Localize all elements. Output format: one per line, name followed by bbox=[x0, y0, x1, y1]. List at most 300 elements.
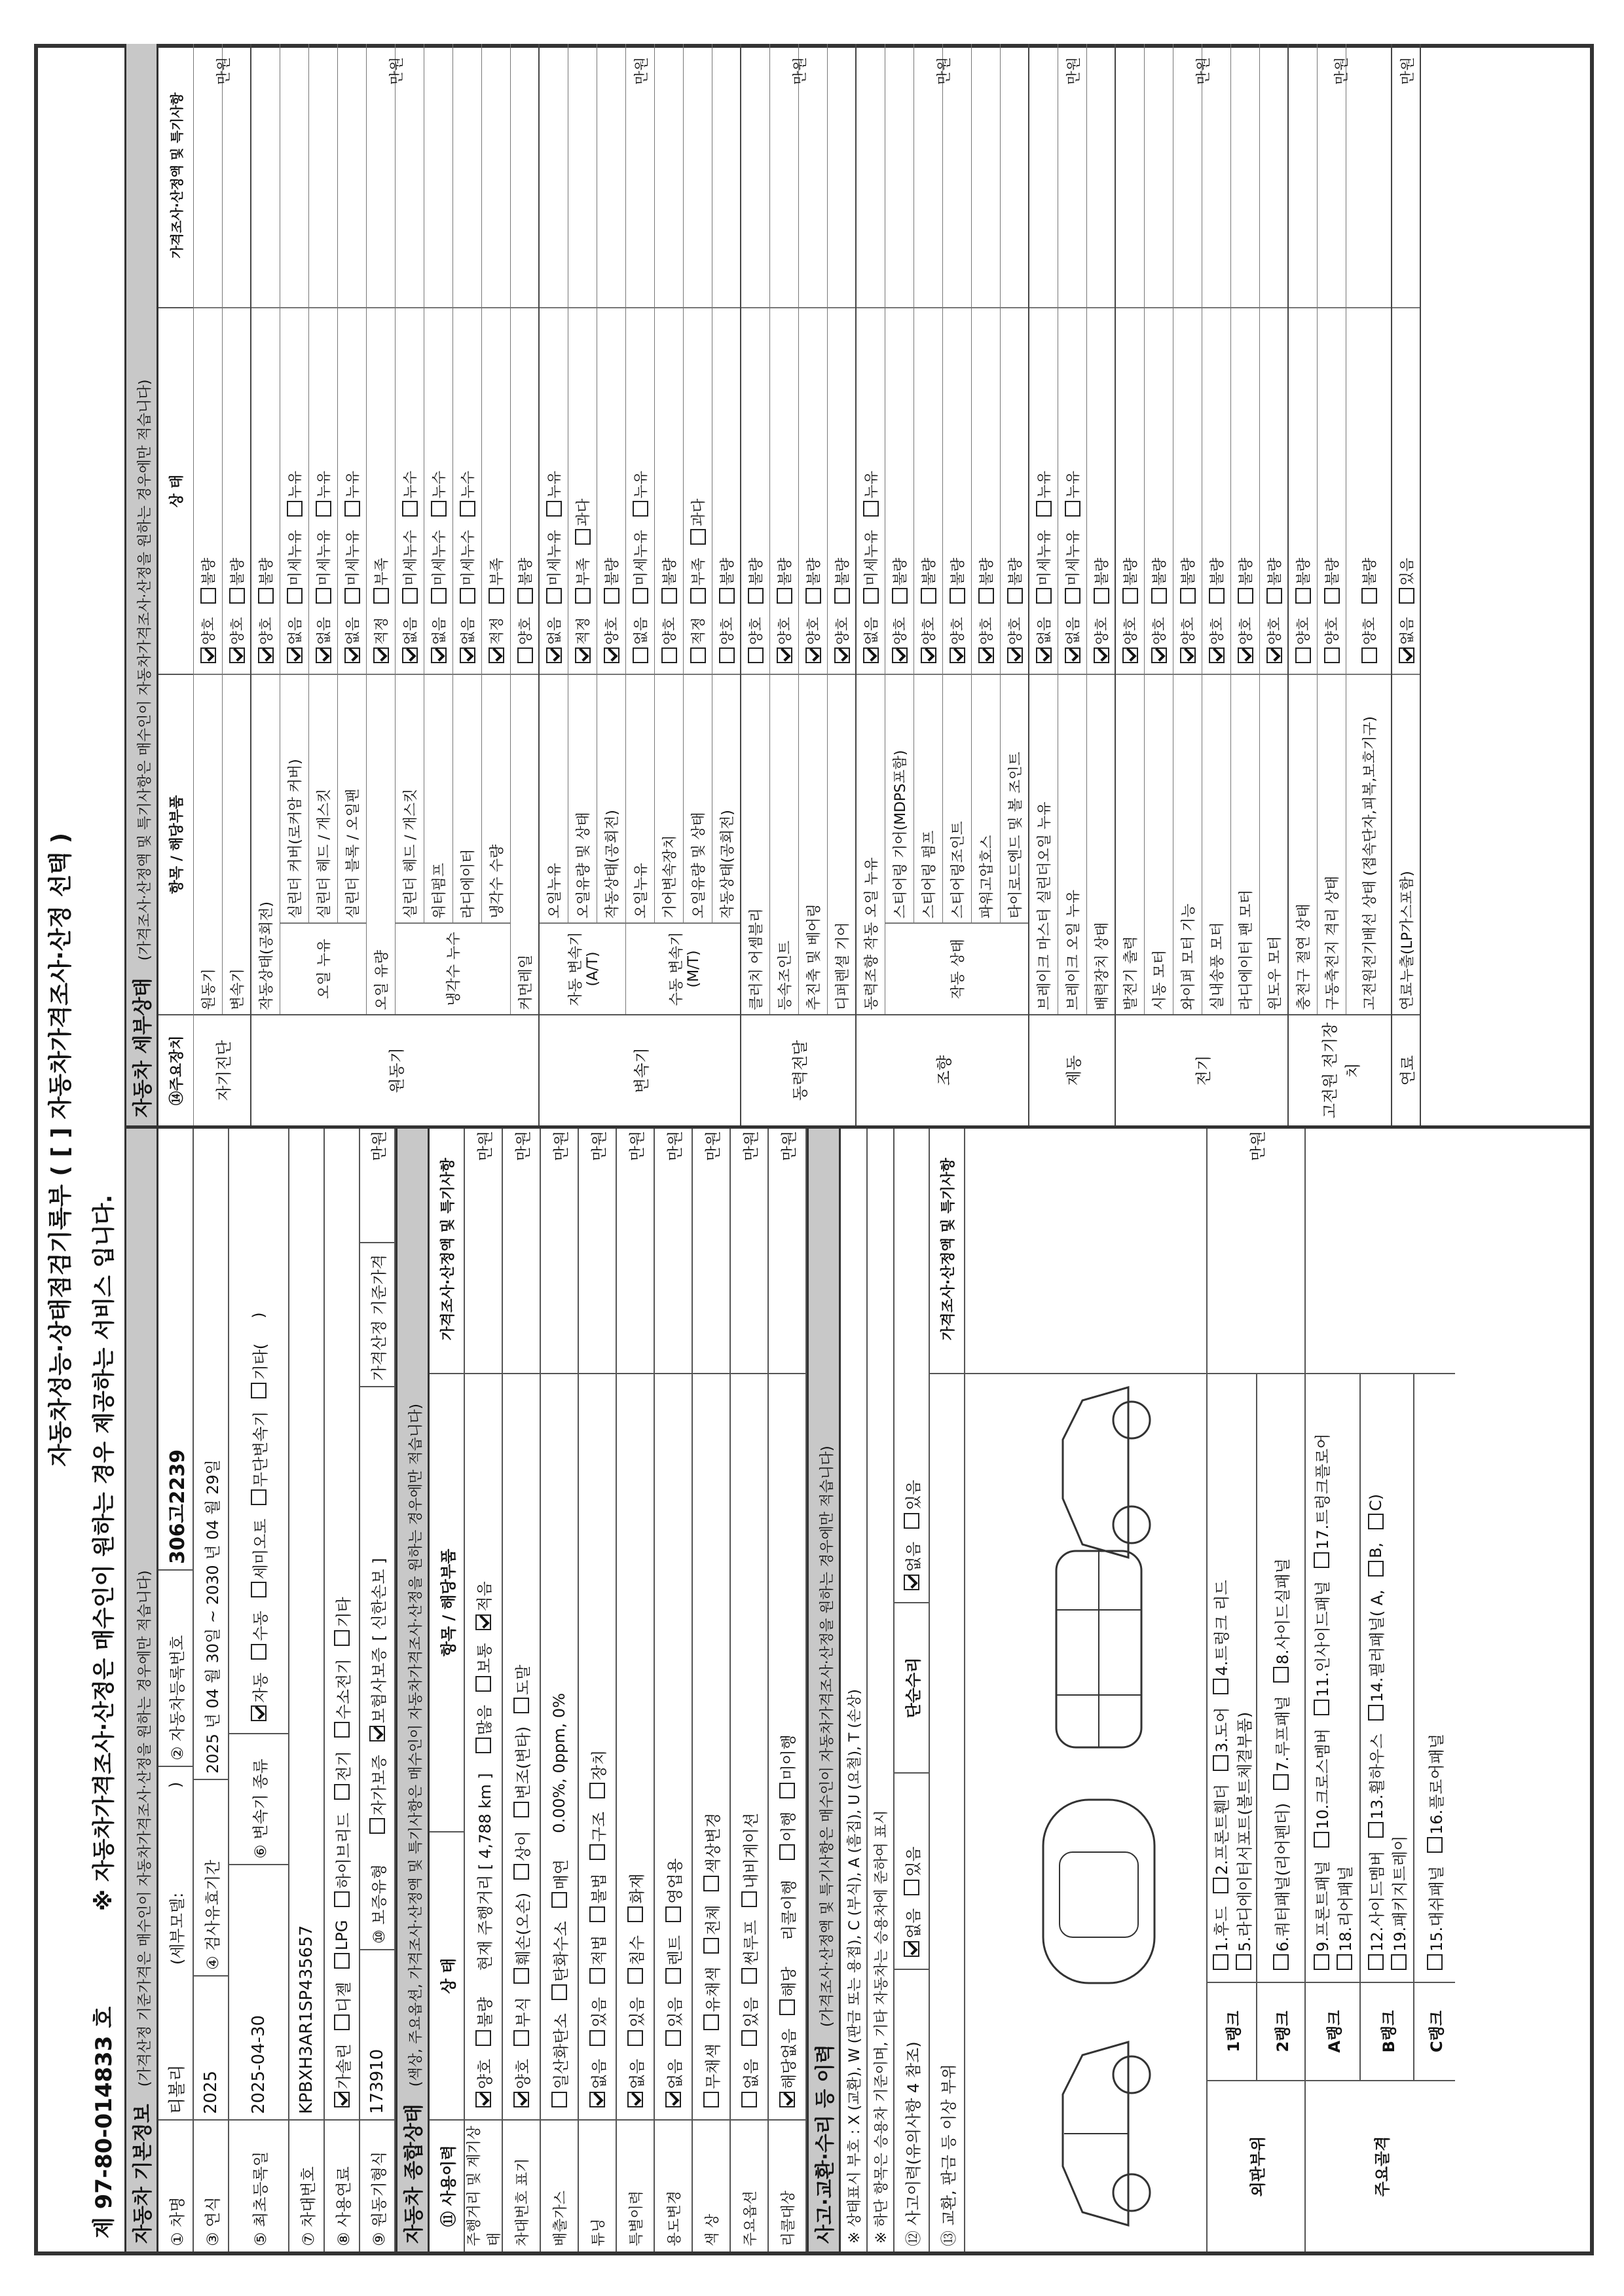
detail-8-0-0-checkbox[interactable] bbox=[1399, 647, 1414, 663]
overall-6-0-checkbox[interactable] bbox=[703, 2092, 719, 2107]
trans-checkbox-cvt[interactable] bbox=[251, 1490, 267, 1506]
fuel-option-hybrid[interactable]: 하이브리드 bbox=[331, 1813, 354, 1914]
detail-4-3-0-option[interactable] bbox=[947, 617, 967, 670]
overall-2-1-option[interactable] bbox=[548, 1921, 571, 2007]
overall-3-1-checkbox[interactable] bbox=[589, 2030, 605, 2046]
detail-3-0-1-checkbox[interactable] bbox=[748, 588, 764, 604]
detail-1-4-1-checkbox[interactable] bbox=[373, 588, 389, 604]
overall-3-1-option[interactable] bbox=[586, 1997, 609, 2052]
fuel-checkbox-hydrogen[interactable] bbox=[334, 1722, 350, 1738]
detail-4-5-0-option[interactable] bbox=[1005, 617, 1025, 670]
detail-5-1-2-checkbox[interactable] bbox=[1065, 501, 1080, 517]
overall-6-2-option[interactable] bbox=[700, 1905, 723, 1960]
trans-checkbox-manual[interactable] bbox=[251, 1644, 267, 1660]
detail-1-1-1-option[interactable] bbox=[284, 530, 304, 610]
rankA-2-checkbox[interactable] bbox=[1314, 1700, 1329, 1715]
detail-3-3-1-option[interactable] bbox=[832, 558, 852, 611]
detail-7-1-0-option[interactable] bbox=[1321, 617, 1342, 670]
detail-1-3-0-checkbox[interactable] bbox=[344, 647, 360, 663]
rankB-5-option[interactable] bbox=[1387, 1836, 1410, 1977]
detail-5-2-0-checkbox[interactable] bbox=[1094, 647, 1109, 663]
trans-option-semiauto[interactable]: 세미오토 bbox=[248, 1519, 270, 1605]
detail-6-3-1-option[interactable] bbox=[1206, 558, 1227, 611]
overall-5-3-checkbox[interactable] bbox=[665, 1906, 681, 1922]
detail-2-5-0-option[interactable] bbox=[688, 617, 708, 670]
detail-0-0-0-option[interactable] bbox=[198, 617, 218, 670]
detail-1-0-1-option[interactable] bbox=[255, 558, 276, 611]
detail-4-1-0-option[interactable] bbox=[889, 617, 910, 670]
overall-0-1-option[interactable] bbox=[472, 1997, 495, 2052]
trans-checkbox-auto[interactable] bbox=[251, 1705, 267, 1721]
rank1-4-checkbox[interactable] bbox=[1236, 1954, 1251, 1970]
detail-1-0-0-option[interactable] bbox=[255, 617, 276, 670]
detail-6-4-1-option[interactable] bbox=[1235, 558, 1255, 611]
detail-2-6-1-checkbox[interactable] bbox=[719, 588, 735, 604]
detail-4-2-0-checkbox[interactable] bbox=[921, 647, 936, 663]
fuel-checkbox-electric[interactable] bbox=[334, 1784, 350, 1800]
detail-1-9-1-option[interactable] bbox=[515, 558, 535, 611]
detail-1-2-1-option[interactable] bbox=[313, 530, 333, 610]
accident-option-no[interactable]: 없음 bbox=[900, 1908, 923, 1963]
detail-1-8-1-option[interactable] bbox=[486, 558, 506, 611]
trans-option-manual[interactable]: 수동 bbox=[248, 1611, 270, 1666]
warranty-option-self[interactable]: 자가보증 bbox=[366, 1755, 389, 1840]
rank1-0-option[interactable] bbox=[1209, 1906, 1232, 1977]
detail-6-1-1-checkbox[interactable] bbox=[1151, 588, 1167, 604]
detail-5-2-1-option[interactable] bbox=[1091, 558, 1111, 611]
overall-4-3-checkbox[interactable] bbox=[627, 1906, 643, 1922]
overall-5-1-option[interactable] bbox=[662, 1997, 685, 2052]
detail-6-3-0-option[interactable] bbox=[1206, 617, 1227, 670]
overall-6-0-option[interactable] bbox=[700, 2043, 723, 2114]
detail-3-1-1-checkbox[interactable] bbox=[777, 588, 792, 604]
overall-4-3-option[interactable] bbox=[624, 1874, 647, 1929]
detail-3-3-1-checkbox[interactable] bbox=[834, 588, 850, 604]
detail-6-3-1-checkbox[interactable] bbox=[1209, 588, 1225, 604]
rankA-1-option[interactable] bbox=[1310, 1728, 1333, 1854]
overall-3-0-option[interactable] bbox=[586, 2059, 609, 2114]
overall-3-3-checkbox[interactable] bbox=[589, 1906, 605, 1922]
overall-4-2-checkbox[interactable] bbox=[627, 1968, 643, 1984]
detail-1-9-0-option[interactable] bbox=[515, 617, 535, 670]
rank2-2-option[interactable] bbox=[1270, 1558, 1293, 1689]
rank2-1-option[interactable] bbox=[1270, 1696, 1293, 1796]
rank2-0-option[interactable] bbox=[1270, 1803, 1293, 1977]
detail-3-0-1-option[interactable] bbox=[745, 558, 766, 611]
detail-2-4-0-checkbox[interactable] bbox=[661, 647, 677, 663]
rankB-5-checkbox[interactable] bbox=[1391, 1954, 1407, 1970]
detail-1-2-0-option[interactable] bbox=[313, 617, 333, 670]
overall-7-2-checkbox[interactable] bbox=[741, 1968, 757, 1984]
detail-1-6-0-checkbox[interactable] bbox=[431, 647, 447, 663]
overall-1-1-option[interactable] bbox=[510, 1997, 533, 2052]
detail-2-5-2-checkbox[interactable] bbox=[690, 529, 706, 545]
detail-2-3-2-checkbox[interactable] bbox=[633, 501, 648, 517]
detail-7-0-0-option[interactable] bbox=[1293, 617, 1313, 670]
detail-1-4-1-option[interactable] bbox=[371, 558, 391, 611]
rankB-1-checkbox[interactable] bbox=[1368, 1822, 1384, 1838]
detail-4-2-1-checkbox[interactable] bbox=[921, 588, 936, 604]
fuel-checkbox-hybrid[interactable] bbox=[334, 1891, 350, 1907]
detail-7-0-1-checkbox[interactable] bbox=[1295, 588, 1311, 604]
rankB-3-option[interactable] bbox=[1367, 1542, 1385, 1583]
detail-6-5-0-checkbox[interactable] bbox=[1266, 647, 1282, 663]
simple-option-yes[interactable]: 있음 bbox=[900, 1480, 923, 1535]
detail-4-5-1-checkbox[interactable] bbox=[1007, 588, 1023, 604]
accident-checkbox-yes[interactable] bbox=[904, 1880, 919, 1895]
trans-option-cvt[interactable]: 무단변속기 bbox=[248, 1412, 270, 1512]
detail-4-4-1-checkbox[interactable] bbox=[978, 588, 994, 604]
detail-4-4-1-option[interactable] bbox=[976, 558, 996, 611]
overall-7-1-checkbox[interactable] bbox=[741, 2030, 757, 2046]
overall-6-3-option[interactable] bbox=[700, 1813, 723, 1899]
overall-0-1-checkbox[interactable] bbox=[475, 2030, 491, 2046]
warranty-checkbox-self[interactable] bbox=[369, 1818, 385, 1834]
rankB-4-option[interactable] bbox=[1367, 1494, 1385, 1536]
overall-4-1-option[interactable] bbox=[624, 1997, 647, 2052]
overall-4-0-option[interactable] bbox=[624, 2059, 647, 2114]
rank2-1-checkbox[interactable] bbox=[1273, 1774, 1289, 1790]
detail-1-8-0-option[interactable] bbox=[486, 617, 506, 670]
detail-5-1-1-checkbox[interactable] bbox=[1065, 588, 1080, 604]
detail-0-0-1-checkbox[interactable] bbox=[200, 588, 216, 604]
fuel-checkbox-gasoline[interactable] bbox=[334, 2092, 350, 2107]
detail-3-0-0-checkbox[interactable] bbox=[748, 647, 764, 663]
detail-1-5-1-option[interactable] bbox=[399, 530, 420, 610]
overall-7-3-checkbox[interactable] bbox=[741, 1891, 757, 1907]
rankA-0-checkbox[interactable] bbox=[1314, 1954, 1329, 1970]
rankB-4-checkbox[interactable] bbox=[1368, 1514, 1384, 1529]
detail-2-4-0-option[interactable] bbox=[659, 617, 679, 670]
rankA-0-option[interactable] bbox=[1310, 1861, 1333, 1977]
rankA-3-checkbox[interactable] bbox=[1314, 1552, 1329, 1568]
overall-8-b1-option[interactable] bbox=[775, 1734, 798, 1805]
detail-7-1-1-checkbox[interactable] bbox=[1324, 588, 1340, 604]
overall-5-2-checkbox[interactable] bbox=[665, 1968, 681, 1984]
overall-2-0-option[interactable] bbox=[548, 2013, 571, 2114]
detail-1-1-2-option[interactable] bbox=[284, 471, 304, 524]
detail-6-5-1-checkbox[interactable] bbox=[1266, 588, 1282, 604]
overall-7-2-option[interactable] bbox=[738, 1920, 761, 1991]
detail-2-2-0-checkbox[interactable] bbox=[604, 647, 619, 663]
detail-6-5-1-option[interactable] bbox=[1264, 558, 1284, 611]
detail-7-2-0-option[interactable] bbox=[1359, 617, 1379, 670]
trans-checkbox-semiauto[interactable] bbox=[251, 1582, 267, 1597]
detail-1-5-2-option[interactable] bbox=[399, 471, 420, 524]
detail-2-0-1-checkbox[interactable] bbox=[546, 588, 562, 604]
overall-6-3-checkbox[interactable] bbox=[703, 1876, 719, 1892]
detail-4-0-1-checkbox[interactable] bbox=[863, 588, 879, 604]
detail-1-1-2-checkbox[interactable] bbox=[287, 501, 303, 517]
overall-8-1-checkbox[interactable] bbox=[779, 1999, 795, 2015]
detail-2-1-0-option[interactable] bbox=[572, 617, 593, 670]
overall-0-b0-option[interactable] bbox=[471, 1705, 494, 1760]
rankA-4-checkbox[interactable] bbox=[1337, 1954, 1352, 1970]
detail-4-1-1-checkbox[interactable] bbox=[892, 588, 908, 604]
overall-2-2-checkbox[interactable] bbox=[551, 1892, 567, 1908]
detail-1-6-1-option[interactable] bbox=[428, 530, 449, 610]
detail-1-9-1-checkbox[interactable] bbox=[517, 588, 533, 604]
detail-1-6-2-checkbox[interactable] bbox=[431, 501, 447, 517]
detail-5-1-2-option[interactable] bbox=[1062, 471, 1082, 524]
detail-0-0-0-checkbox[interactable] bbox=[200, 647, 216, 663]
detail-3-2-0-checkbox[interactable] bbox=[805, 647, 821, 663]
detail-6-4-0-checkbox[interactable] bbox=[1238, 647, 1253, 663]
detail-1-2-2-option[interactable] bbox=[313, 471, 333, 524]
detail-5-0-1-checkbox[interactable] bbox=[1036, 588, 1052, 604]
detail-3-3-0-checkbox[interactable] bbox=[834, 647, 850, 663]
rankB-2-checkbox[interactable] bbox=[1368, 1705, 1384, 1721]
overall-5-1-checkbox[interactable] bbox=[665, 2030, 681, 2046]
detail-2-0-2-option[interactable] bbox=[544, 471, 564, 524]
detail-2-0-0-option[interactable] bbox=[544, 617, 564, 670]
detail-4-0-0-option[interactable] bbox=[860, 617, 881, 670]
detail-1-5-0-checkbox[interactable] bbox=[402, 647, 418, 663]
overall-4-2-option[interactable] bbox=[624, 1935, 647, 1990]
rankB-1-option[interactable] bbox=[1364, 1734, 1387, 1844]
detail-1-7-2-checkbox[interactable] bbox=[460, 501, 475, 517]
detail-6-1-0-checkbox[interactable] bbox=[1151, 647, 1167, 663]
detail-2-6-0-option[interactable] bbox=[716, 617, 737, 670]
detail-1-6-2-option[interactable] bbox=[428, 471, 449, 524]
detail-0-1-0-checkbox[interactable] bbox=[229, 647, 245, 663]
detail-0-1-0-option[interactable] bbox=[227, 617, 247, 670]
detail-1-7-1-checkbox[interactable] bbox=[460, 588, 475, 604]
overall-5-0-option[interactable] bbox=[662, 2059, 685, 2114]
detail-3-2-0-option[interactable] bbox=[803, 617, 823, 670]
accident-checkbox-no[interactable] bbox=[904, 1941, 919, 1957]
overall-3-5-option[interactable] bbox=[586, 1750, 609, 1805]
overall-8-0-checkbox[interactable] bbox=[779, 2092, 795, 2107]
detail-3-2-1-checkbox[interactable] bbox=[805, 588, 821, 604]
detail-1-1-0-option[interactable] bbox=[284, 617, 304, 670]
detail-2-3-0-option[interactable] bbox=[630, 617, 650, 670]
overall-7-1-option[interactable] bbox=[738, 1997, 761, 2052]
detail-2-6-0-checkbox[interactable] bbox=[719, 647, 735, 663]
detail-4-5-1-option[interactable] bbox=[1005, 558, 1025, 611]
rank2-2-checkbox[interactable] bbox=[1273, 1667, 1289, 1683]
overall-1-1-checkbox[interactable] bbox=[513, 2030, 529, 2046]
detail-2-1-2-checkbox[interactable] bbox=[575, 529, 591, 545]
detail-6-2-0-checkbox[interactable] bbox=[1180, 647, 1196, 663]
detail-4-3-0-checkbox[interactable] bbox=[950, 647, 965, 663]
fuel-option-gasoline[interactable]: 가솔린 bbox=[331, 2043, 354, 2114]
detail-5-1-0-option[interactable] bbox=[1062, 617, 1082, 670]
detail-2-3-2-option[interactable] bbox=[630, 471, 650, 524]
detail-6-4-1-checkbox[interactable] bbox=[1238, 588, 1253, 604]
fuel-option-hydrogen[interactable]: 수소전기 bbox=[331, 1659, 354, 1745]
detail-6-0-0-option[interactable] bbox=[1120, 617, 1140, 670]
detail-7-2-1-option[interactable] bbox=[1359, 558, 1379, 611]
detail-4-3-1-option[interactable] bbox=[947, 558, 967, 611]
detail-2-5-1-option[interactable] bbox=[688, 558, 708, 611]
rankA-1-checkbox[interactable] bbox=[1314, 1832, 1329, 1848]
overall-2-0-checkbox[interactable] bbox=[551, 2092, 567, 2107]
overall-1-5-checkbox[interactable] bbox=[513, 1698, 529, 1713]
detail-4-3-1-checkbox[interactable] bbox=[950, 588, 965, 604]
detail-7-0-0-checkbox[interactable] bbox=[1295, 647, 1311, 663]
fuel-option-electric[interactable]: 전기 bbox=[331, 1751, 354, 1806]
detail-4-0-0-checkbox[interactable] bbox=[863, 647, 879, 663]
warranty-checkbox-insurer[interactable] bbox=[369, 1726, 385, 1741]
rank1-1-checkbox[interactable] bbox=[1213, 1878, 1228, 1893]
detail-4-1-0-checkbox[interactable] bbox=[892, 647, 908, 663]
detail-2-5-2-option[interactable] bbox=[688, 498, 708, 551]
detail-3-1-1-option[interactable] bbox=[774, 558, 794, 611]
rank1-3-option[interactable] bbox=[1209, 1580, 1232, 1700]
detail-5-1-0-checkbox[interactable] bbox=[1065, 647, 1080, 663]
detail-2-0-0-checkbox[interactable] bbox=[546, 647, 562, 663]
rankA-3-option[interactable] bbox=[1310, 1434, 1333, 1575]
overall-0-b1-checkbox[interactable] bbox=[475, 1676, 491, 1692]
detail-5-0-0-option[interactable] bbox=[1033, 617, 1054, 670]
fuel-option-lpg[interactable]: LPG bbox=[333, 1920, 351, 1975]
detail-2-0-2-checkbox[interactable] bbox=[546, 501, 562, 517]
detail-5-0-2-option[interactable] bbox=[1033, 471, 1054, 524]
detail-2-5-0-checkbox[interactable] bbox=[690, 647, 706, 663]
overall-2-1-checkbox[interactable] bbox=[551, 1984, 567, 2000]
detail-5-2-0-option[interactable] bbox=[1091, 617, 1111, 670]
detail-7-1-0-checkbox[interactable] bbox=[1324, 647, 1340, 663]
detail-1-7-1-option[interactable] bbox=[457, 530, 477, 610]
overall-3-3-option[interactable] bbox=[586, 1874, 609, 1929]
overall-3-2-checkbox[interactable] bbox=[589, 1968, 605, 1984]
detail-5-1-1-option[interactable] bbox=[1062, 530, 1082, 610]
detail-1-7-0-checkbox[interactable] bbox=[460, 647, 475, 663]
simple-option-no[interactable]: 없음 bbox=[900, 1542, 923, 1597]
detail-7-1-1-option[interactable] bbox=[1321, 558, 1342, 611]
detail-1-0-0-checkbox[interactable] bbox=[258, 647, 274, 663]
detail-7-2-0-checkbox[interactable] bbox=[1361, 647, 1377, 663]
detail-1-3-0-option[interactable] bbox=[342, 617, 362, 670]
detail-6-0-0-checkbox[interactable] bbox=[1122, 647, 1138, 663]
detail-5-0-2-checkbox[interactable] bbox=[1036, 501, 1052, 517]
rankC-1-option[interactable] bbox=[1424, 1734, 1447, 1859]
detail-6-4-0-option[interactable] bbox=[1235, 617, 1255, 670]
simple-checkbox-yes[interactable] bbox=[904, 1513, 919, 1529]
detail-1-6-0-option[interactable] bbox=[428, 617, 449, 670]
detail-3-0-0-option[interactable] bbox=[745, 617, 766, 670]
fuel-checkbox-other[interactable] bbox=[334, 1630, 350, 1646]
trans-option-auto[interactable]: 자동 bbox=[248, 1673, 270, 1728]
detail-2-2-1-checkbox[interactable] bbox=[604, 588, 619, 604]
detail-2-4-1-checkbox[interactable] bbox=[661, 588, 677, 604]
detail-6-3-0-checkbox[interactable] bbox=[1209, 647, 1225, 663]
detail-1-4-0-option[interactable] bbox=[371, 617, 391, 670]
detail-2-1-0-checkbox[interactable] bbox=[575, 647, 591, 663]
overall-5-0-checkbox[interactable] bbox=[665, 2092, 681, 2107]
rankC-0-option[interactable] bbox=[1424, 1866, 1447, 1977]
overall-0-b1-option[interactable] bbox=[471, 1643, 494, 1698]
rankA-4-option[interactable] bbox=[1333, 1866, 1356, 1977]
detail-4-1-1-option[interactable] bbox=[889, 558, 910, 611]
detail-2-1-1-checkbox[interactable] bbox=[575, 588, 591, 604]
detail-1-8-0-checkbox[interactable] bbox=[489, 647, 504, 663]
detail-2-6-1-option[interactable] bbox=[716, 558, 737, 611]
overall-0-b2-checkbox[interactable] bbox=[475, 1614, 491, 1630]
detail-1-5-1-checkbox[interactable] bbox=[402, 588, 418, 604]
detail-2-3-1-option[interactable] bbox=[630, 530, 650, 610]
overall-7-3-option[interactable] bbox=[738, 1813, 761, 1914]
detail-0-1-1-checkbox[interactable] bbox=[229, 588, 245, 604]
warranty-option-insurer[interactable]: 보험사보증 bbox=[366, 1647, 389, 1748]
detail-6-0-1-option[interactable] bbox=[1120, 558, 1140, 611]
detail-4-2-1-option[interactable] bbox=[918, 558, 938, 611]
detail-2-3-0-checkbox[interactable] bbox=[633, 647, 648, 663]
overall-4-1-checkbox[interactable] bbox=[627, 2030, 643, 2046]
overall-1-4-checkbox[interactable] bbox=[513, 1802, 529, 1817]
overall-6-1-option[interactable] bbox=[700, 1967, 723, 2037]
detail-1-6-1-checkbox[interactable] bbox=[431, 588, 447, 604]
detail-1-3-2-option[interactable] bbox=[342, 471, 362, 524]
rank1-2-checkbox[interactable] bbox=[1213, 1755, 1228, 1771]
detail-6-2-0-option[interactable] bbox=[1177, 617, 1198, 670]
detail-6-5-0-option[interactable] bbox=[1264, 617, 1284, 670]
overall-6-2-checkbox[interactable] bbox=[703, 1938, 719, 1954]
overall-2-2-option[interactable] bbox=[548, 1859, 571, 1914]
detail-8-0-1-checkbox[interactable] bbox=[1399, 588, 1414, 604]
rankC-1-checkbox[interactable] bbox=[1427, 1837, 1443, 1853]
overall-0-0-option[interactable] bbox=[472, 2059, 495, 2114]
detail-1-1-1-checkbox[interactable] bbox=[287, 588, 303, 604]
detail-1-5-0-option[interactable] bbox=[399, 617, 420, 670]
detail-2-2-0-option[interactable] bbox=[601, 617, 621, 670]
overall-1-2-checkbox[interactable] bbox=[513, 1968, 529, 1984]
rankB-0-checkbox[interactable] bbox=[1368, 1954, 1384, 1970]
overall-3-4-option[interactable] bbox=[586, 1812, 609, 1867]
detail-5-2-1-checkbox[interactable] bbox=[1094, 588, 1109, 604]
overall-3-0-checkbox[interactable] bbox=[589, 2092, 605, 2107]
rank1-0-checkbox[interactable] bbox=[1213, 1954, 1228, 1970]
detail-4-0-2-option[interactable] bbox=[860, 471, 881, 524]
overall-7-0-checkbox[interactable] bbox=[741, 2092, 757, 2107]
detail-3-1-0-option[interactable] bbox=[774, 617, 794, 670]
detail-1-7-2-option[interactable] bbox=[457, 471, 477, 524]
overall-1-5-option[interactable] bbox=[510, 1665, 533, 1720]
rank1-3-checkbox[interactable] bbox=[1213, 1679, 1228, 1694]
overall-8-b0-checkbox[interactable] bbox=[779, 1844, 795, 1860]
fuel-checkbox-lpg[interactable] bbox=[334, 1953, 350, 1969]
detail-1-3-1-option[interactable] bbox=[342, 530, 362, 610]
rankB-3-checkbox[interactable] bbox=[1368, 1561, 1384, 1576]
overall-5-2-option[interactable] bbox=[662, 1935, 685, 1990]
detail-6-1-1-option[interactable] bbox=[1149, 558, 1169, 611]
detail-4-5-0-checkbox[interactable] bbox=[1007, 647, 1023, 663]
overall-4-0-checkbox[interactable] bbox=[627, 2092, 643, 2107]
rankB-2-option[interactable] bbox=[1364, 1590, 1387, 1727]
detail-4-2-0-option[interactable] bbox=[918, 617, 938, 670]
fuel-option-other[interactable]: 기타 bbox=[331, 1597, 354, 1652]
detail-0-1-1-option[interactable] bbox=[227, 558, 247, 611]
detail-2-3-1-checkbox[interactable] bbox=[633, 588, 648, 604]
detail-1-2-2-checkbox[interactable] bbox=[316, 501, 331, 517]
detail-5-0-0-checkbox[interactable] bbox=[1036, 647, 1052, 663]
overall-8-0-option[interactable] bbox=[776, 2028, 799, 2114]
detail-7-0-1-option[interactable] bbox=[1293, 558, 1313, 611]
detail-6-0-1-checkbox[interactable] bbox=[1122, 588, 1138, 604]
detail-2-1-1-option[interactable] bbox=[572, 558, 593, 611]
overall-1-0-option[interactable] bbox=[510, 2059, 533, 2114]
overall-3-5-checkbox[interactable] bbox=[589, 1783, 605, 1798]
rank1-2-option[interactable] bbox=[1209, 1707, 1232, 1777]
overall-1-0-checkbox[interactable] bbox=[513, 2092, 529, 2107]
overall-8-b0-option[interactable] bbox=[775, 1812, 798, 1867]
overall-6-1-checkbox[interactable] bbox=[703, 2014, 719, 2030]
overall-1-3-checkbox[interactable] bbox=[513, 1864, 529, 1880]
detail-4-0-1-option[interactable] bbox=[860, 530, 881, 610]
rankB-0-option[interactable] bbox=[1364, 1851, 1387, 1977]
detail-8-0-0-option[interactable] bbox=[1396, 617, 1416, 670]
